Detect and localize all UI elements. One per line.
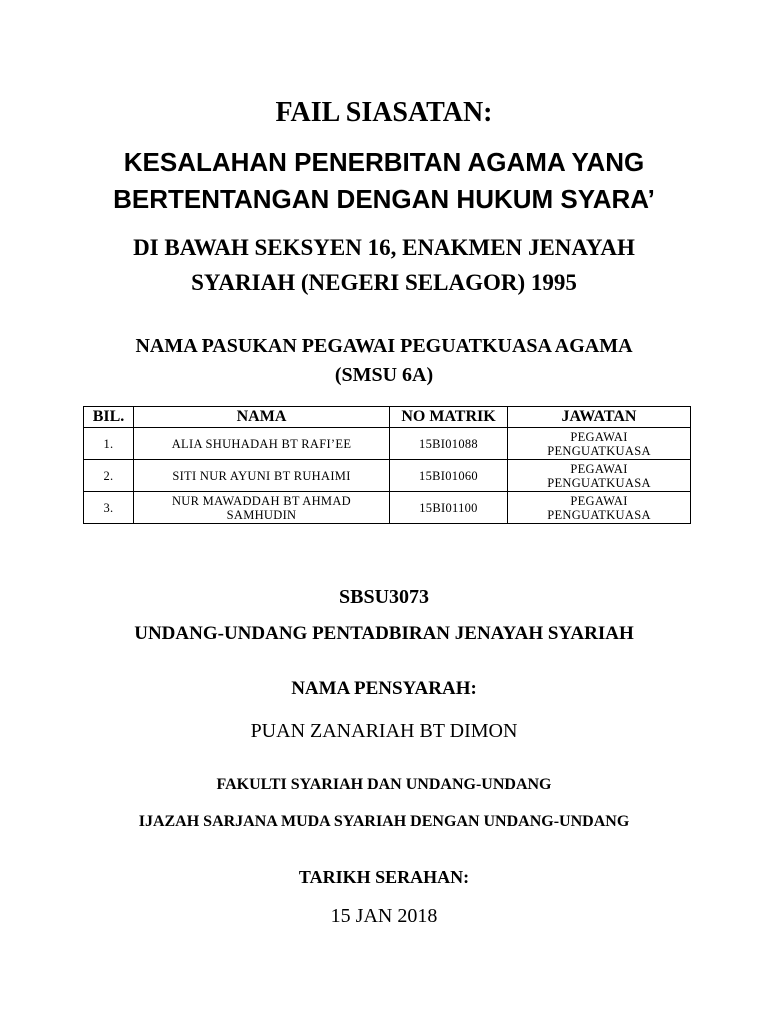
table-header-row [84, 407, 691, 428]
jawatan-line-1: PEGAWAI [570, 429, 628, 444]
cell-matrik: 15BI01100 [390, 492, 508, 524]
lecturer-label: NAMA PENSYARAH: [291, 678, 477, 699]
cell-jawatan [508, 428, 691, 460]
cell-name: SITI NUR AYUNI BT RUHAIMI [134, 460, 390, 492]
jawatan-line-2: PENGUATKUASA [547, 507, 651, 522]
table-row [84, 428, 691, 460]
course-name: UNDANG-UNDANG PENTADBIRAN JENAYAH SYARIAH [134, 623, 634, 644]
jawatan-line-1: PEGAWAI [570, 461, 628, 476]
program-name: IJAZAH SARJANA MUDA SYARIAH DENGAN UNDANG-UNDANG [138, 813, 630, 830]
submission-label: TARIKH SERAHAN: [298, 867, 470, 887]
cell-name: ALIA SHUHADAH BT RAFI’EE [134, 428, 390, 460]
header-bil: BIL. [84, 407, 134, 428]
team-heading-1: NAMA PASUKAN PEGAWAI PEGUATKUASA AGAMA [135, 335, 633, 357]
cell-no: 3. [84, 492, 134, 524]
cell-jawatan [508, 460, 691, 492]
name-line-1: NUR MAWADDAH BT AHMAD [171, 493, 352, 508]
team-table [83, 406, 691, 524]
name-line-2: SAMHUDIN [226, 507, 297, 522]
law-line-2: SYARIAH (NEGERI SELAGOR) 1995 [191, 270, 577, 295]
jawatan-line-1: PEGAWAI [570, 493, 628, 508]
header-jawatan: JAWATAN [508, 407, 691, 428]
submission-date: 15 JAN 2018 [330, 905, 438, 927]
cell-matrik: 15BI01088 [390, 428, 508, 460]
lecturer-name: PUAN ZANARIAH BT DIMON [250, 720, 518, 742]
subject-line-2: BERTENTANGAN DENGAN HUKUM SYARA’ [113, 184, 655, 214]
header-no-matrik: NO MATRIK [390, 407, 508, 428]
cell-name [134, 492, 390, 524]
law-line-1: DI BAWAH SEKSYEN 16, ENAKMEN JENAYAH [133, 235, 635, 260]
header-nama: NAMA [134, 407, 390, 428]
jawatan-line-2: PENGUATKUASA [547, 443, 651, 458]
cell-matrik: 15BI01060 [390, 460, 508, 492]
document-title: FAIL SIASATAN: [275, 97, 493, 128]
table-row [84, 492, 691, 524]
course-code: SBSU3073 [338, 586, 430, 608]
table-row [84, 460, 691, 492]
cell-jawatan [508, 492, 691, 524]
team-heading-2: (SMSU 6A) [334, 364, 434, 386]
cell-no: 2. [84, 460, 134, 492]
jawatan-line-2: PENGUATKUASA [547, 475, 651, 490]
faculty-name: FAKULTI SYARIAH DAN UNDANG-UNDANG [216, 776, 552, 793]
subject-line-1: KESALAHAN PENERBITAN AGAMA YANG [123, 147, 645, 177]
cell-no: 1. [84, 428, 134, 460]
